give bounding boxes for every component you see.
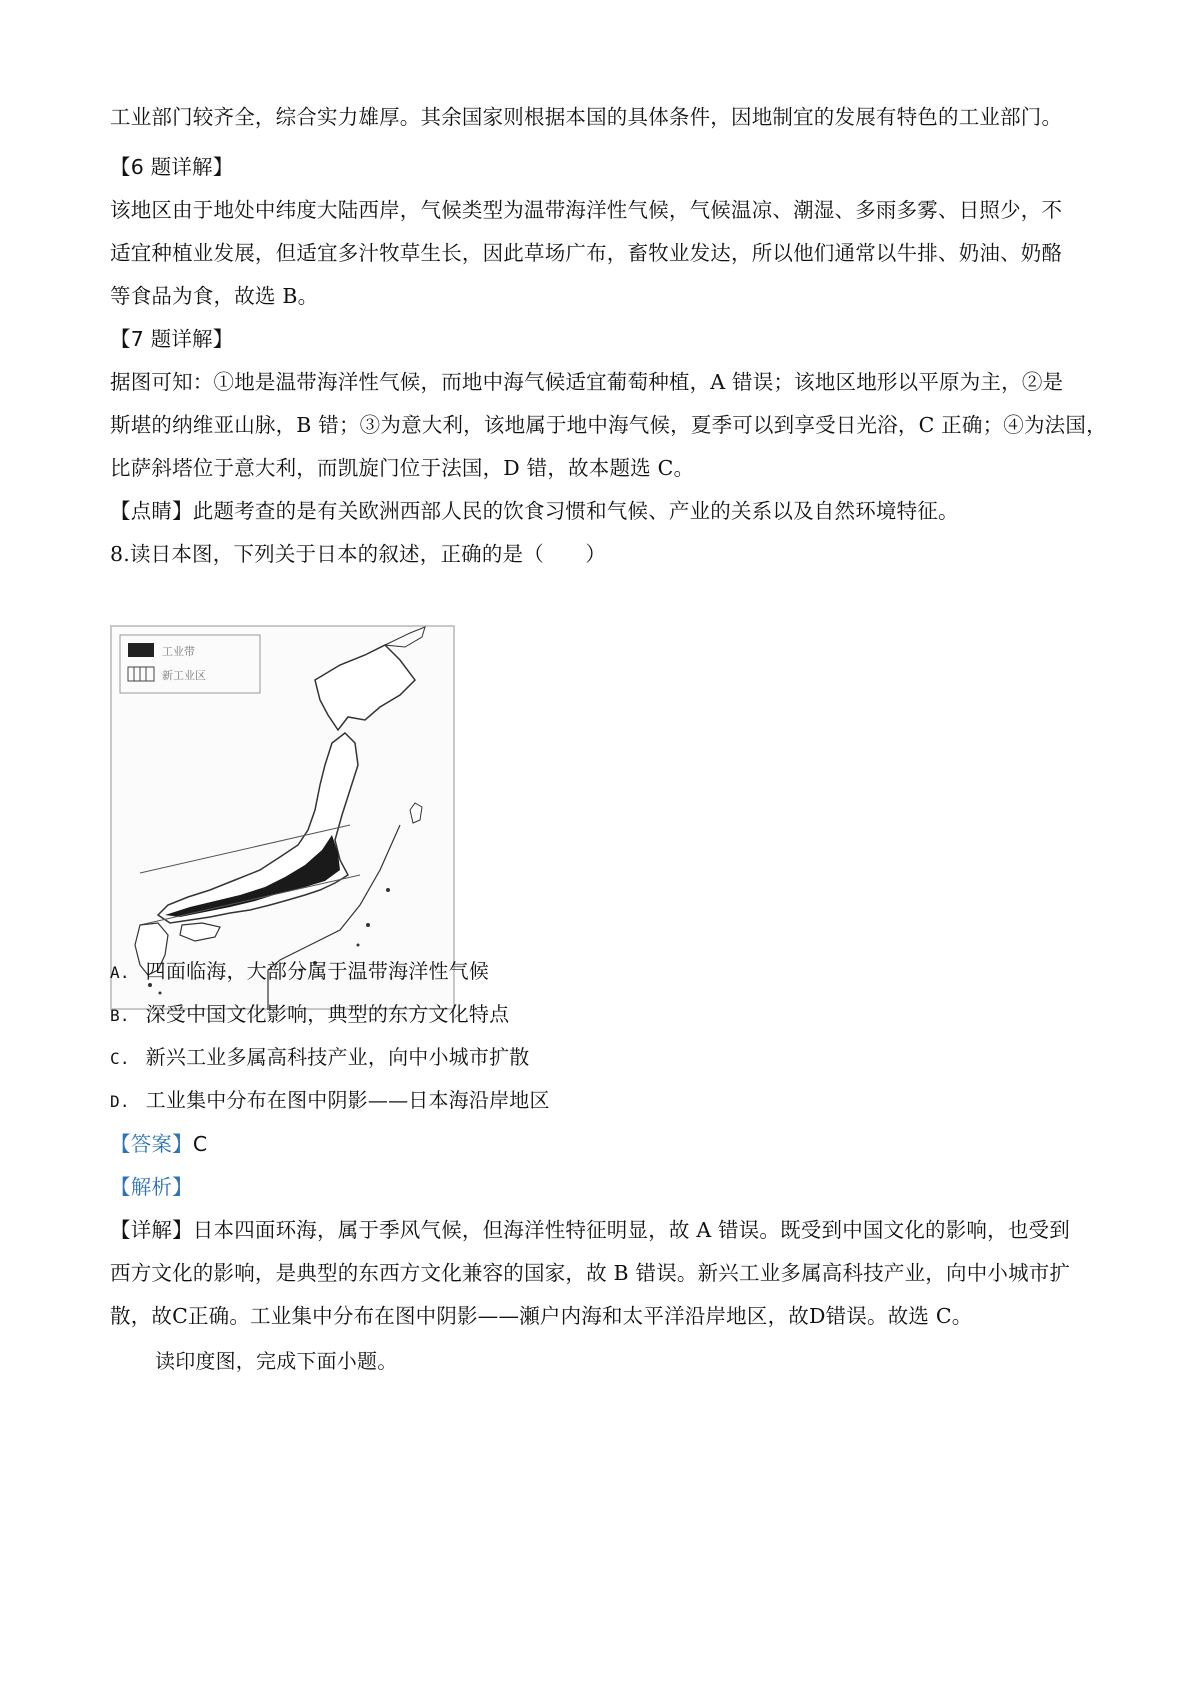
detail-line3: 散，故C正确。工业集中分布在图中阴影——瀬户内海和太平洋沿岸地区，故D错误。故选 C。: [110, 1304, 973, 1328]
option-c-text: 新兴工业多属高科技产业，向中小城市扩散: [145, 1045, 530, 1069]
option-c-letter: C.: [110, 1049, 130, 1068]
option-d-letter: D.: [110, 1092, 130, 1111]
paragraph-q7-line2: 斯堪的纳维亚山脉，B 错；③为意大利，该地属于地中海气候，夏季可以到享受日光浴，C 正确；④为法国，: [110, 413, 1107, 437]
paragraph-key-point: 【点睛】此题考查的是有关欧洲西部人民的饮食习惯和气候、产业的关系以及自然环境特征。: [110, 499, 959, 523]
option-c: [110, 1041, 529, 1070]
option-b-text: 深受中国文化影响，典型的东方文化特点: [145, 1002, 510, 1026]
legend-new-industrial-label: 新工业区: [162, 669, 206, 682]
option-b: [110, 998, 509, 1027]
option-a-letter: A.: [110, 963, 130, 982]
answer-value: C: [192, 1132, 208, 1156]
option-d-text: 工业集中分布在图中阴影——日本海沿岸地区: [145, 1088, 550, 1112]
legend-industrial-belt-label: 工业带: [162, 645, 195, 658]
option-b-letter: B.: [110, 1006, 130, 1025]
paragraph-q7-line3: 比萨斜塔位于意大利，而凯旋门位于法国，D 错，故本题选 C。: [110, 456, 695, 480]
paragraph-q6-line2: 适宜种植业发展，但适宜多汁牧草生长，因此草场广布，畜牧业发达，所以他们通常以牛排、奶油、奶酪: [110, 241, 1063, 265]
analysis-tag: 【解析】: [110, 1175, 193, 1199]
paragraph-q7-line1: 据图可知：①地是温带海洋性气候，而地中海气候适宜葡萄种植，A 错误；该地区地形以平原为主，②是: [110, 370, 1064, 394]
option-d: [110, 1084, 550, 1113]
option-a: [110, 955, 489, 984]
legend-industrial-belt-swatch: [128, 643, 154, 657]
paragraph-q6-line1: 该地区由于地处中纬度大陆西岸，气候类型为温带海洋性气候，气候温凉、潮湿、多雨多雾、日照少，不: [110, 198, 1063, 222]
paragraph-industry: 工业部门较齐全，综合实力雄厚。其余国家则根据本国的具体条件，因地制宜的发展有特色的工业部门。: [110, 105, 1063, 129]
option-a-text: 四面临海，大部分属于温带海洋性气候: [145, 959, 490, 983]
heading-q6-detail: 【6 题详解】: [110, 155, 234, 179]
paragraph-q6-line3: 等食品为食，故选 B。: [110, 284, 319, 308]
answer-line: [110, 1127, 207, 1157]
japan-map-figure: [110, 625, 455, 1010]
answer-tag: 【答案】: [110, 1132, 193, 1156]
heading-q7-detail: 【7 题详解】: [110, 327, 234, 351]
detail-line2: 西方文化的影响，是典型的东西方文化兼容的国家，故 B 错误。新兴工业多属高科技产业，向中小城市扩: [110, 1261, 1071, 1285]
detail-line1: 【详解】日本四面环海，属于季风气候，但海洋性特征明显，故 A 错误。既受到中国文化的影响，也受到: [110, 1218, 1070, 1242]
next-question-prompt: 读印度图，完成下面小题。: [155, 1349, 398, 1373]
question-8-stem: 8.读日本图，下列关于日本的叙述，正确的是（ ）: [110, 542, 607, 566]
